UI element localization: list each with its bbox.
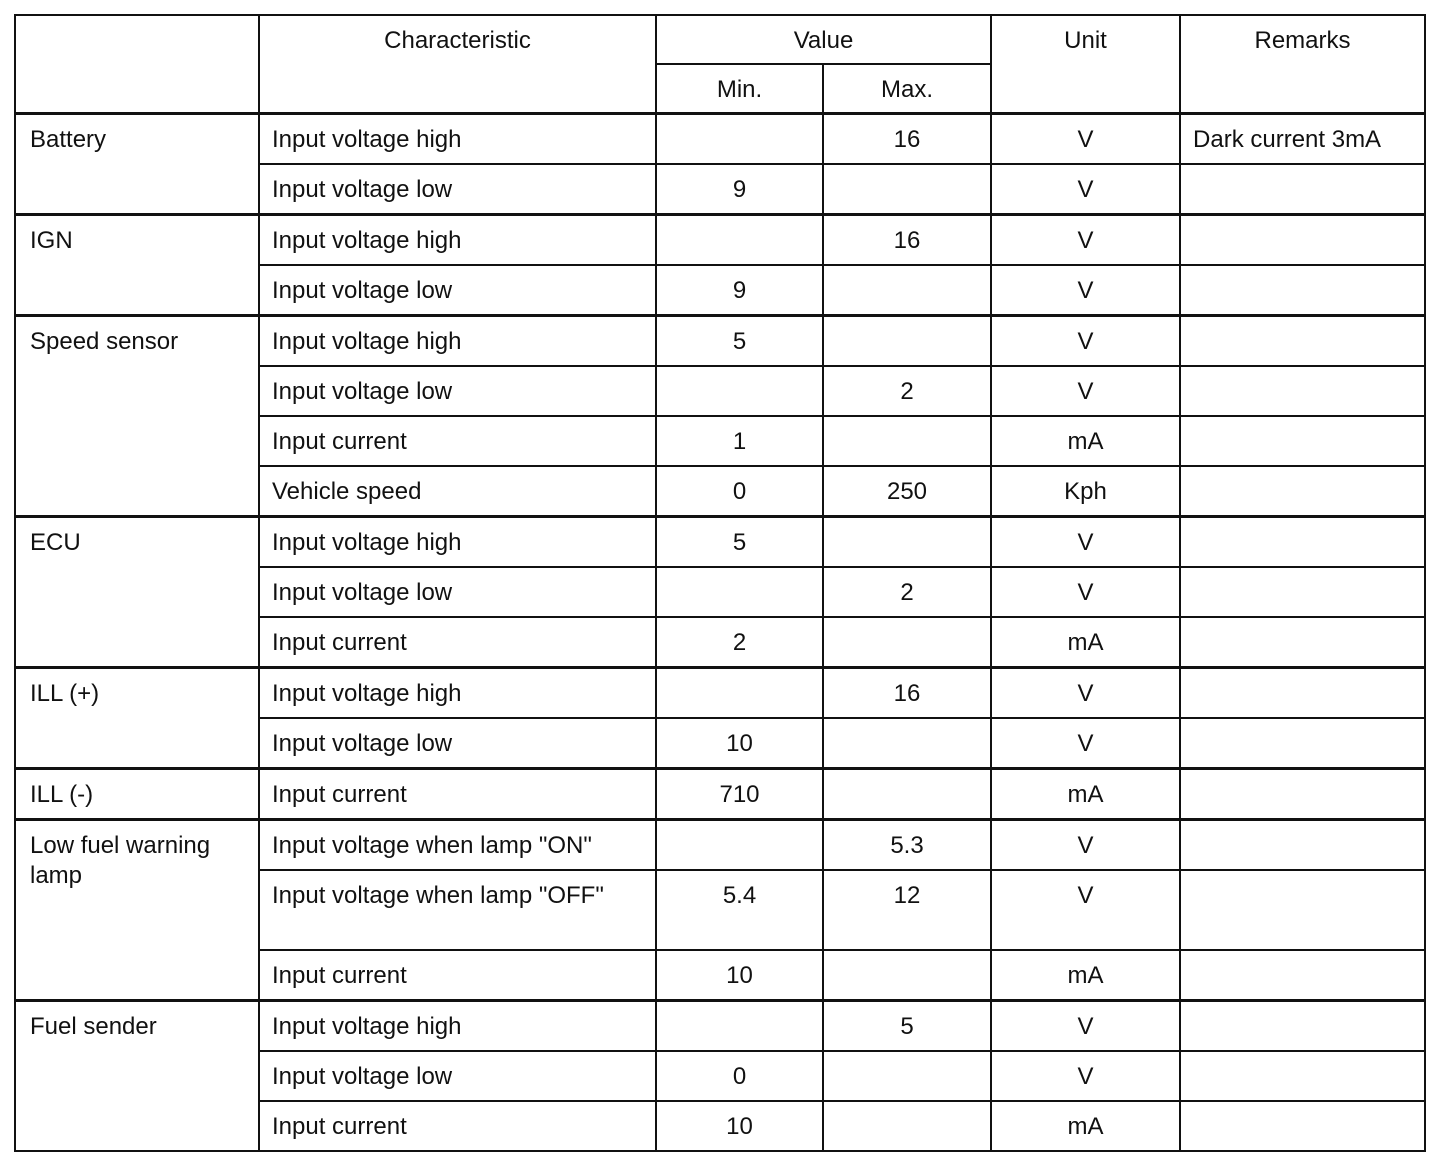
- remarks-cell: [1180, 416, 1425, 466]
- group-name-cell: ILL (+): [15, 668, 259, 769]
- unit-cell: mA: [991, 950, 1180, 1001]
- min-value-cell: 10: [656, 1101, 823, 1151]
- unit-cell: V: [991, 215, 1180, 266]
- unit-cell: V: [991, 366, 1180, 416]
- remarks-cell: [1180, 870, 1425, 950]
- table-row: [15, 517, 1425, 568]
- max-value-cell: [823, 316, 991, 367]
- remarks-cell: [1180, 366, 1425, 416]
- remarks-cell: [1180, 517, 1425, 568]
- characteristic-cell: Input voltage when lamp "ON": [259, 820, 656, 871]
- characteristic-cell: Input voltage low: [259, 164, 656, 215]
- characteristic-cell: Input current: [259, 416, 656, 466]
- unit-cell: V: [991, 1001, 1180, 1052]
- min-value-cell: 710: [656, 769, 823, 820]
- header-row: [15, 15, 1425, 64]
- group-name-cell: IGN: [15, 215, 259, 316]
- table-row: [15, 668, 1425, 719]
- max-value-cell: [823, 265, 991, 316]
- min-value-cell: [656, 215, 823, 266]
- max-value-cell: 2: [823, 366, 991, 416]
- min-value-cell: [656, 820, 823, 871]
- group-name-cell: ECU: [15, 517, 259, 668]
- unit-cell: V: [991, 265, 1180, 316]
- remarks-cell: [1180, 567, 1425, 617]
- max-value-cell: [823, 164, 991, 215]
- min-value-cell: [656, 1001, 823, 1052]
- max-value-cell: 16: [823, 114, 991, 165]
- characteristic-cell: Input voltage high: [259, 114, 656, 165]
- min-value-cell: 0: [656, 466, 823, 517]
- remarks-cell: [1180, 820, 1425, 871]
- unit-cell: mA: [991, 1101, 1180, 1151]
- unit-cell: mA: [991, 769, 1180, 820]
- table-header: [15, 15, 1425, 114]
- remarks-cell: [1180, 769, 1425, 820]
- characteristic-cell: Input voltage high: [259, 1001, 656, 1052]
- remarks-cell: [1180, 718, 1425, 769]
- min-value-cell: [656, 567, 823, 617]
- characteristic-cell: Input voltage low: [259, 1051, 656, 1101]
- characteristic-cell: Input voltage high: [259, 517, 656, 568]
- min-value-cell: 9: [656, 265, 823, 316]
- min-value-cell: 1: [656, 416, 823, 466]
- header-group-cell: [15, 15, 259, 114]
- group-name-cell: Battery: [15, 114, 259, 215]
- remarks-cell: [1180, 215, 1425, 266]
- max-value-cell: 16: [823, 668, 991, 719]
- max-value-cell: [823, 950, 991, 1001]
- unit-cell: V: [991, 668, 1180, 719]
- characteristic-cell: Input voltage high: [259, 215, 656, 266]
- characteristic-cell: Input voltage low: [259, 567, 656, 617]
- characteristic-cell: Input current: [259, 617, 656, 668]
- remarks-cell: [1180, 1001, 1425, 1052]
- min-value-cell: 5: [656, 316, 823, 367]
- characteristic-cell: Input current: [259, 769, 656, 820]
- max-value-cell: 250: [823, 466, 991, 517]
- min-value-cell: 5: [656, 517, 823, 568]
- unit-cell: V: [991, 164, 1180, 215]
- max-value-cell: [823, 1051, 991, 1101]
- characteristic-cell: Input current: [259, 950, 656, 1001]
- table-row: [15, 215, 1425, 266]
- header-min: Min.: [656, 64, 823, 114]
- max-value-cell: [823, 769, 991, 820]
- characteristic-cell: Input voltage low: [259, 265, 656, 316]
- max-value-cell: 16: [823, 215, 991, 266]
- table-row: [15, 114, 1425, 165]
- min-value-cell: [656, 114, 823, 165]
- remarks-cell: [1180, 950, 1425, 1001]
- unit-cell: V: [991, 820, 1180, 871]
- unit-cell: V: [991, 517, 1180, 568]
- remarks-cell: [1180, 164, 1425, 215]
- characteristic-cell: Input voltage high: [259, 668, 656, 719]
- min-value-cell: 10: [656, 950, 823, 1001]
- remarks-cell: [1180, 617, 1425, 668]
- max-value-cell: 5: [823, 1001, 991, 1052]
- header-max: Max.: [823, 64, 991, 114]
- max-value-cell: [823, 617, 991, 668]
- remarks-cell: [1180, 1051, 1425, 1101]
- remarks-cell: [1180, 668, 1425, 719]
- unit-cell: V: [991, 1051, 1180, 1101]
- characteristic-cell: Input voltage low: [259, 366, 656, 416]
- remarks-cell: [1180, 1101, 1425, 1151]
- min-value-cell: 9: [656, 164, 823, 215]
- characteristic-cell: Vehicle speed: [259, 466, 656, 517]
- min-value-cell: 5.4: [656, 870, 823, 950]
- max-value-cell: [823, 416, 991, 466]
- min-value-cell: [656, 668, 823, 719]
- table-body: [15, 114, 1425, 1152]
- min-value-cell: 0: [656, 1051, 823, 1101]
- max-value-cell: 5.3: [823, 820, 991, 871]
- remarks-cell: [1180, 316, 1425, 367]
- header-characteristic: Characteristic: [259, 15, 656, 114]
- table-row: [15, 769, 1425, 820]
- min-value-cell: 10: [656, 718, 823, 769]
- max-value-cell: [823, 718, 991, 769]
- unit-cell: V: [991, 870, 1180, 950]
- table-row: [15, 820, 1425, 871]
- characteristic-cell: Input current: [259, 1101, 656, 1151]
- min-value-cell: [656, 366, 823, 416]
- characteristic-cell: Input voltage low: [259, 718, 656, 769]
- unit-cell: mA: [991, 416, 1180, 466]
- remarks-cell: [1180, 265, 1425, 316]
- unit-cell: V: [991, 316, 1180, 367]
- max-value-cell: 2: [823, 567, 991, 617]
- min-value-cell: 2: [656, 617, 823, 668]
- remarks-cell: [1180, 466, 1425, 517]
- unit-cell: V: [991, 718, 1180, 769]
- max-value-cell: [823, 1101, 991, 1151]
- characteristic-cell: Input voltage high: [259, 316, 656, 367]
- max-value-cell: [823, 517, 991, 568]
- remarks-cell: Dark current 3mA: [1180, 114, 1425, 165]
- characteristic-cell: Input voltage when lamp "OFF": [259, 870, 656, 950]
- group-name-cell: Low fuel warning lamp: [15, 820, 259, 1001]
- unit-cell: V: [991, 114, 1180, 165]
- unit-cell: mA: [991, 617, 1180, 668]
- specification-table: [14, 14, 1426, 1152]
- group-name-cell: Speed sensor: [15, 316, 259, 517]
- group-name-cell: ILL (-): [15, 769, 259, 820]
- unit-cell: Kph: [991, 466, 1180, 517]
- group-name-cell: Fuel sender: [15, 1001, 259, 1152]
- table-row: [15, 1001, 1425, 1052]
- header-value: Value: [656, 15, 991, 64]
- max-value-cell: 12: [823, 870, 991, 950]
- unit-cell: V: [991, 567, 1180, 617]
- table-row: [15, 316, 1425, 367]
- header-remarks: Remarks: [1180, 15, 1425, 114]
- header-unit: Unit: [991, 15, 1180, 114]
